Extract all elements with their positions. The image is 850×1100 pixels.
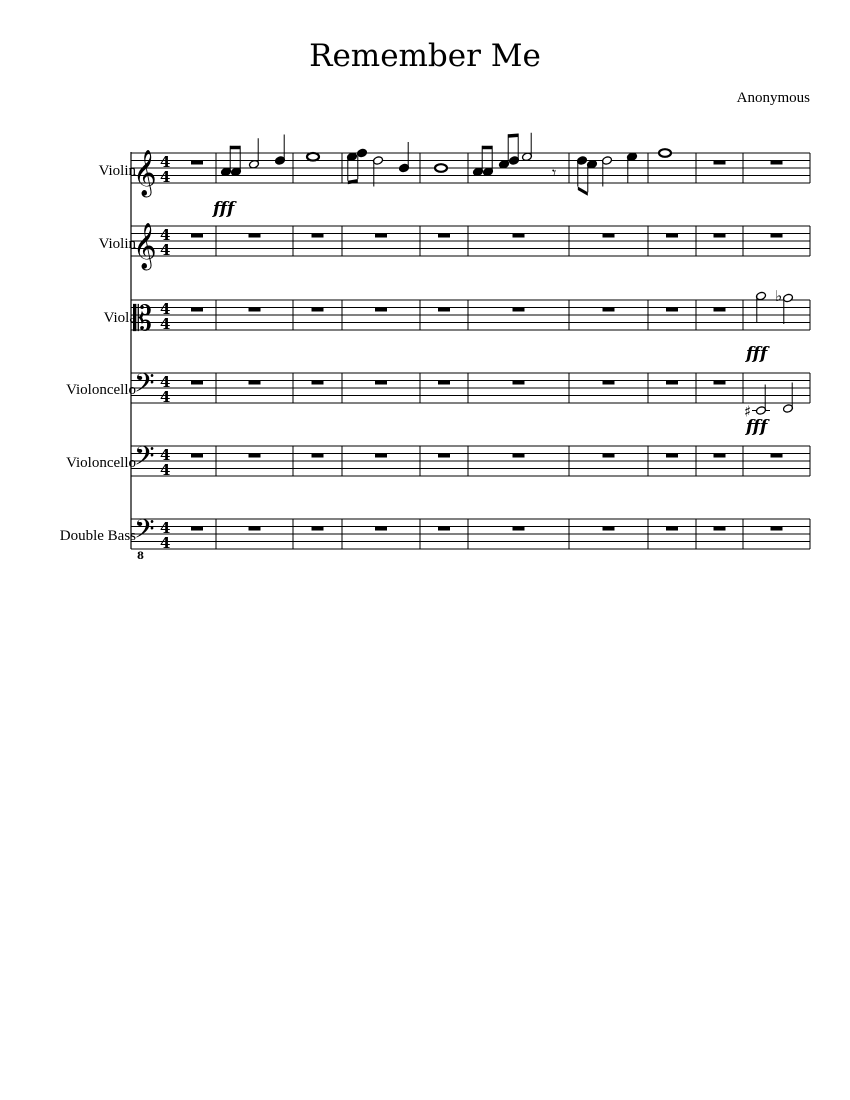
whole-rest xyxy=(249,234,261,238)
instrument-label-cello-1: Violoncello xyxy=(66,382,136,398)
instrument-label-violin-1: Violin xyxy=(98,163,136,179)
flat-accidental: ♭ xyxy=(775,287,783,305)
instrument-label-viola: Viola xyxy=(103,310,136,326)
time-sig-denominator: 4 xyxy=(160,534,171,552)
whole-rest xyxy=(312,308,324,312)
whole-rest xyxy=(714,454,726,458)
whole-rest xyxy=(312,527,324,531)
whole-rest xyxy=(714,381,726,385)
dynamic-fff-viola: fff xyxy=(746,344,768,364)
instrument-label-double-bass: Double Bass xyxy=(59,528,136,544)
time-sig-numerator: 4 xyxy=(160,446,171,464)
time-sig-denominator: 4 xyxy=(160,315,171,333)
whole-rest xyxy=(603,381,615,385)
whole-rest xyxy=(714,308,726,312)
whole-rest xyxy=(666,381,678,385)
whole-rest xyxy=(666,308,678,312)
whole-rest xyxy=(603,308,615,312)
whole-rest xyxy=(312,381,324,385)
whole-rest xyxy=(191,381,203,385)
whole-rest xyxy=(375,234,387,238)
whole-rest xyxy=(191,527,203,531)
time-sig-numerator: 4 xyxy=(160,373,171,391)
octave-8-marker: 8 xyxy=(137,551,144,562)
whole-rest xyxy=(375,381,387,385)
whole-note xyxy=(307,153,319,161)
whole-rest xyxy=(714,161,726,165)
time-sig-denominator: 4 xyxy=(160,461,171,479)
dynamic-fff-violin: fff xyxy=(213,199,235,219)
whole-rest xyxy=(312,234,324,238)
alto-clef: 𝄡 xyxy=(133,299,152,339)
whole-rest xyxy=(191,308,203,312)
composer-name: Anonymous xyxy=(736,90,810,106)
whole-note xyxy=(659,149,671,157)
whole-rest xyxy=(771,234,783,238)
time-sig-numerator: 4 xyxy=(160,153,171,171)
time-sig-numerator: 4 xyxy=(160,519,171,537)
whole-rest xyxy=(249,381,261,385)
notes-group xyxy=(137,133,793,562)
whole-note xyxy=(435,164,447,172)
whole-rest xyxy=(375,527,387,531)
instrument-label-violin-2: Violin xyxy=(98,236,136,252)
whole-rest xyxy=(249,527,261,531)
whole-rest xyxy=(438,308,450,312)
whole-rest xyxy=(249,454,261,458)
dynamic-fff-cello: fff xyxy=(746,417,768,437)
whole-rest xyxy=(603,234,615,238)
whole-rest xyxy=(438,381,450,385)
beam xyxy=(482,146,492,150)
time-sig-denominator: 4 xyxy=(160,241,171,259)
score-title: Remember Me xyxy=(309,38,541,74)
whole-rest xyxy=(603,527,615,531)
bass-clef: 𝄢 xyxy=(134,513,155,551)
whole-rest xyxy=(375,454,387,458)
whole-rest xyxy=(438,454,450,458)
whole-rest xyxy=(771,161,783,165)
treble-clef: 𝄞 xyxy=(133,223,157,269)
whole-rest xyxy=(249,308,261,312)
beam xyxy=(578,187,588,196)
time-sig-numerator: 4 xyxy=(160,300,171,318)
whole-rest xyxy=(513,308,525,312)
time-sig-denominator: 4 xyxy=(160,388,171,406)
time-sig-denominator: 4 xyxy=(160,168,171,186)
bass-clef: 𝄢 xyxy=(134,367,155,405)
sharp-accidental: ♯ xyxy=(744,402,752,421)
whole-rest xyxy=(714,234,726,238)
beam xyxy=(230,146,240,150)
whole-rest xyxy=(714,527,726,531)
treble-clef: 𝄞 xyxy=(133,150,157,196)
whole-rest xyxy=(438,527,450,531)
whole-rest xyxy=(375,308,387,312)
whole-rest xyxy=(191,234,203,238)
bass-clef: 𝄢 xyxy=(134,440,155,478)
whole-rest xyxy=(312,454,324,458)
whole-rest xyxy=(771,527,783,531)
time-sig-numerator: 4 xyxy=(160,226,171,244)
whole-rest xyxy=(513,527,525,531)
whole-rest xyxy=(666,454,678,458)
whole-rest xyxy=(771,454,783,458)
instrument-label-cello-2: Violoncello xyxy=(66,455,136,471)
whole-rest xyxy=(191,454,203,458)
whole-rest xyxy=(513,234,525,238)
beam xyxy=(508,134,518,138)
whole-rest xyxy=(191,161,203,165)
eighth-rest: 𝄾 xyxy=(552,163,557,182)
whole-rest xyxy=(513,381,525,385)
whole-rest xyxy=(666,234,678,238)
whole-rest xyxy=(666,527,678,531)
whole-rest xyxy=(438,234,450,238)
whole-rest xyxy=(513,454,525,458)
whole-rest xyxy=(603,454,615,458)
